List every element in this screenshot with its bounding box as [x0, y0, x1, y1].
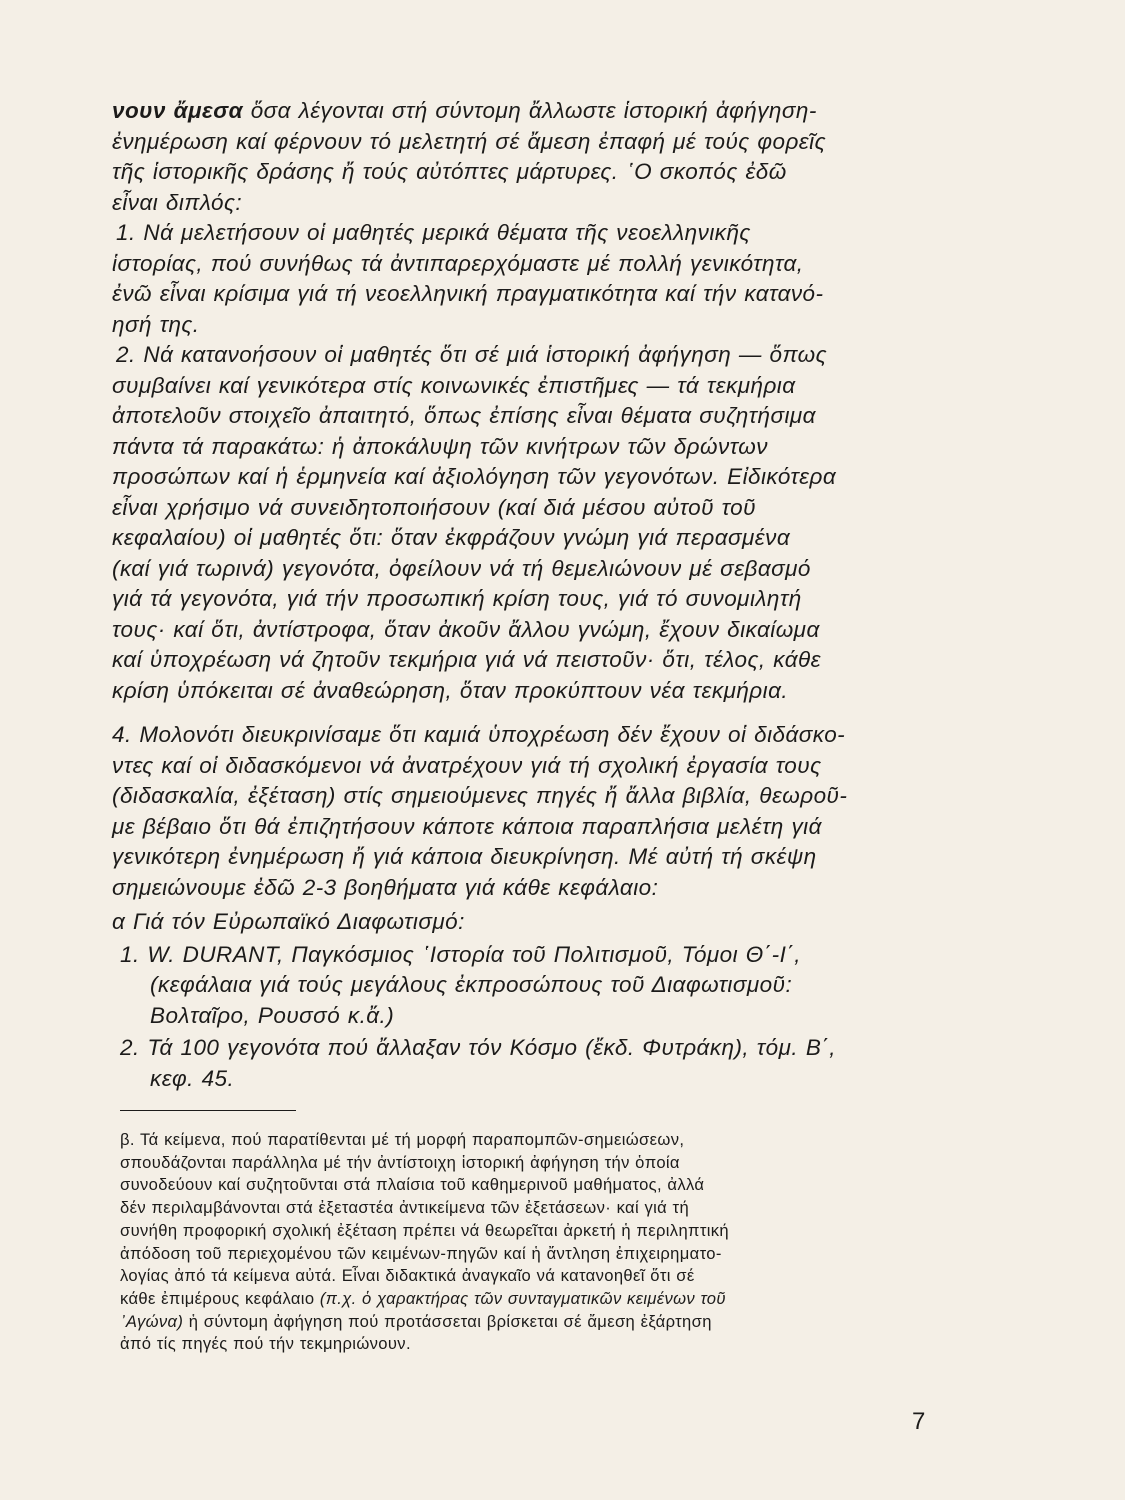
intro-paragraph: [112, 96, 964, 218]
main-text: [112, 96, 964, 1094]
footnote-line: κάθε ἐπιμέρους κεφάλαιο (π.χ. ὁ χαρακτήρας τῶν συνταγματικῶν κειμένων τοῦ: [120, 1288, 726, 1308]
text-line: κεφ. 45.: [150, 1065, 235, 1091]
text-line: (κεφάλαια γιά τούς μεγάλους ἐκπροσώπους τοῦ Διαφωτισμοῦ:: [150, 972, 793, 997]
text-line: 1. Νά μελετήσουν οἱ μαθητές μερικά θέματα τῆς νεοελληνικῆς: [116, 220, 751, 245]
page-number: 7: [912, 1408, 926, 1435]
text-line: καί ὑποχρέωση νά ζητοῦν τεκμήρια γιά νά πειστοῦν· ὅτι, τέλος, κάθε: [112, 647, 821, 672]
footnote-line: σπουδάζονται παράλληλα μέ τήν ἀντίστοιχη ἱστορική ἀφήγηση τήν ὁποία: [120, 1152, 680, 1172]
text-line: 1. W. DURANT, Παγκόσμιος ῾Ιστορία τοῦ Πολιτισμοῦ, Τόμοι Θ΄-Ι΄,: [120, 941, 801, 967]
footnote-line: ἀπό τίς πηγές πού τήν τεκμηριώνουν.: [120, 1334, 411, 1354]
text-line: ησή της.: [112, 311, 200, 337]
text-line: (διδασκαλία, ἐξέταση) στίς σημειούμενες πηγές ἤ ἄλλα βιβλία, θεωροῦ-: [112, 783, 848, 808]
point-4: [112, 720, 964, 903]
text-line: Βολταῖρο, Ρουσσό κ.ἄ.): [150, 1002, 395, 1028]
footnote-line: συνήθη προφορική σχολική ἐξέταση πρέπει νά θεωρεῖται ἀρκετή ἡ περιληπτική: [120, 1220, 729, 1240]
text-line: γενικότερη ἐνημέρωση ἤ γιά κάποια διευκρίνηση. Μέ αὐτή τή σκέψη: [112, 844, 817, 869]
text-line: συμβαίνει καί γενικότερα στίς κοινωνικές ἐπιστῆμες — τά τεκμήρια: [112, 372, 796, 398]
text-line: ἐνημέρωση καί φέρνουν τό μελετητή σέ ἄμεση ἐπαφή μέ τούς φορεῖς: [112, 128, 826, 154]
reference-item: [112, 1033, 964, 1094]
text-line: 2. Νά κατανοήσουν οἱ μαθητές ὅτι σέ μιά ἱστορική ἀφήγηση — ὅπως: [116, 342, 828, 367]
footnote-line: συνοδεύουν καί συζητοῦνται στά πλαίσια τοῦ καθημερινοῦ μαθήματος, ἀλλά: [120, 1175, 705, 1195]
text-line: κρίση ὑπόκειται σέ ἀναθεώρηση, ὅταν προκύπτουν νέα τεκμήρια.: [112, 677, 789, 703]
text-line: τους· καί ὅτι, ἀντίστροφα, ὅταν ἀκοῦν ἄλλου γνώμη, ἔχουν δικαίωμα: [112, 616, 820, 642]
point-1: [112, 218, 964, 340]
text-line: ἐνῶ εἶναι κρίσιμα γιά τή νεοελληνική πραγματικότητα καί τήν κατανό-: [112, 281, 824, 306]
footnote: [120, 1129, 940, 1356]
footnote-line: ἀπόδοση τοῦ περιεχομένου τῶν κειμένων-πηγῶν καί ἡ ἄντληση ἐπιχειρηματο-: [120, 1243, 722, 1263]
references-list: [112, 940, 964, 1095]
text-line: τῆς ἱστορικῆς δράσης ἤ τούς αὐτόπτες μάρτυρες. ῾Ο σκοπός ἐδῶ: [112, 159, 787, 184]
text-line: 2. Τά 100 γεγονότα πού ἄλλαξαν τόν Κόσμο (ἔκδ. Φυτράκη), τόμ. Β΄,: [120, 1035, 836, 1060]
text-line: (καί γιά τωρινά) γεγονότα, ὀφείλουν νά τή θεμελιώνουν μέ σεβασμό: [112, 555, 811, 581]
text-line: νουν ἄμεσα ὅσα λέγονται στή σύντομη ἄλλωστε ἱστορική ἀφήγηση-: [112, 98, 817, 123]
footnote-divider: [120, 1110, 296, 1111]
footnote-line: δέν περιλαμβάνονται στά ἐξεταστέα ἀντικείμενα τῶν ἐξετάσεων· καί γιά τή: [120, 1198, 690, 1218]
text-line: ντες καί οἱ διδασκόμενοι νά ἀνατρέχουν γιά τή σχολική ἐργασία τους: [112, 752, 822, 778]
text-line: προσώπων καί ἡ ἑρμηνεία καί ἀξιολόγηση τῶν γεγονότων. Εἰδικότερα: [112, 464, 837, 489]
text-line: με βέβαιο ὅτι θά ἐπιζητήσουν κάποτε κάποια παραπλήσια μελέτη γιά: [112, 813, 822, 839]
text-line: 4. Μολονότι διευκρινίσαμε ὅτι καμιά ὑποχρέωση δέν ἔχουν οἱ διδάσκο-: [112, 722, 846, 747]
footnote-line: ᾿Αγώνα) ἡ σύντομη ἀφήγηση πού προτάσσεται βρίσκεται σέ ἄμεση ἐξάρτηση: [120, 1311, 712, 1331]
text-line: κεφαλαίου) οἱ μαθητές ὅτι: ὅταν ἐκφράζουν γνώμη γιά περασμένα: [112, 525, 791, 550]
footnote-line: β. Τά κείμενα, πού παρατίθενται μέ τή μορφή παραπομπῶν-σημειώσεων,: [120, 1130, 685, 1149]
reference-item: [112, 940, 964, 1032]
point-2: [112, 340, 964, 706]
text-line: γιά τά γεγονότα, γιά τήν προσωπική κρίση τους, γιά τό συνομιλητή: [112, 586, 802, 611]
text-line: πάντα τά παρακάτω: ἡ ἀποκάλυψη τῶν κινήτρων τῶν δρώντων: [112, 433, 768, 459]
text-line: ἀποτελοῦν στοιχεῖο ἀπαιτητό, ὅπως ἐπίσης εἶναι θέματα συζητήσιμα: [112, 403, 816, 428]
text-line: εἶναι διπλός:: [112, 189, 243, 215]
text-line: εἶναι χρήσιμο νά συνειδητοποιήσουν (καί διά μέσου αὐτοῦ τοῦ: [112, 494, 756, 520]
text-line: ἱστορίας, πού συνήθως τά ἀντιπαρερχόμαστε μέ πολλή γενικότητα,: [112, 250, 804, 276]
text-line: σημειώνουμε ἐδῶ 2-3 βοηθήματα γιά κάθε κεφάλαιο:: [112, 874, 659, 900]
section-heading: α Γιά τόν Εὐρωπαϊκό Διαφωτισμό:: [112, 909, 465, 934]
footnote-line: λογίας ἀπό τά κείμενα αὐτά. Εἶναι διδακτικά ἀναγκαῖο νά κατανοηθεῖ ὅτι σέ: [120, 1266, 695, 1286]
